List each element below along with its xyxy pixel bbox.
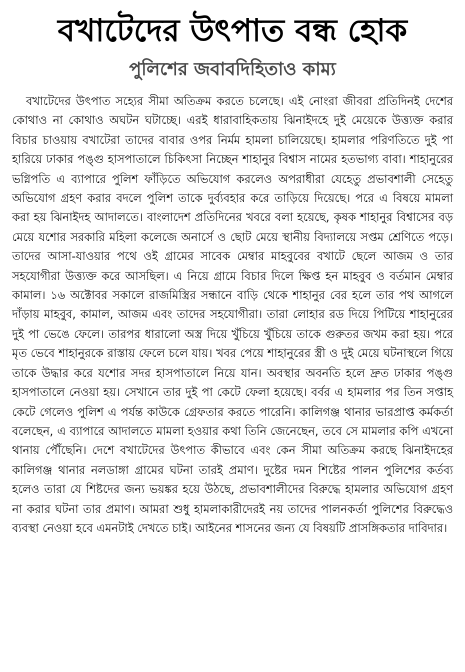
subheadline: পুলিশের জবাবদিহিতাও কাম্য — [129, 59, 336, 80]
headline: বখাটেদের উৎপাত বন্ধ হোক — [57, 13, 408, 49]
article-paragraph: বখাটেদের উৎপাত সহ্যের সীমা অতিক্রম করতে চলেছে। এই নোংরা জীবরা প্রতিদিনই দেশের কোথাও না কোথাও অঘটন ঘটাচ্ছে। এরই ধারাবাহিকতায় ঝিনাইদহে দুই মেয়েকে উত্ত্যক্ত করার বিচার চাওয়ায় বখাটেরা তাদের বাবার ওপর নির্মম হামলা চালিয়েছে। হামলার পরিণতিতে দুই পা হারিয়ে ঢাকার পঙ্গু হাসপাতালে চিকিৎসা নিচ্ছেন শাহানুর বিশ্বাস নামের হতভাগ্য বাবা। শাহানুরের ভগ্নিপতি এ ব্যাপারে পুলিশ ফাঁড়িতে অভিযোগ করলেও অপরাধীরা যেহেতু প্রভাবশালী সেহেতু অভিযোগ গ্রহণ করার বদলে পুলিশ তাকে দুর্ব্যবহার করে তাড়িয়ে দিয়েছে। পরে এ বিষয়ে মামলা করা হয় ঝিনাইদহ আদালতে। বাংলাদেশ প্রতিদিনের খবরে বলা হয়েছে, কৃষক শাহানুর বিশ্বাসের বড় মেয়ে যশোর সরকারি মহিলা কলেজে অনার্সে ও ছোট মেয়ে স্থানীয় বিদ্যালয়ে সপ্তম শ্রেণিতে পড়ে। তাদের আসা-যাওয়ার পথে ওই গ্রামের সাবেক মেম্বার মাহবুবের বখাটে ছেলে আজম ও তার সহযোগীরা উত্ত্যক্ত করে আসছিল। এ নিয়ে গ্রামে বিচার দিলে ক্ষিপ্ত হন মাহবুব ও বর্তমান মেম্বার কামাল। ১৬ অক্টোবর সকালে রাজমিস্ত্রির সন্ধানে বাড়ি থেকে শাহানুর বের হলে তার পথ আগলে দাঁড়ায় মাহবুব, কামাল, আজম এবং তাদের সহযোগীরা। তারা লোহার রড দিয়ে পিটিয়ে শাহানুরের দুই পা ভেঙে ফেলে। তারপর ধারালো অস্ত্র দিয়ে খুঁচিয়ে খুঁচিয়ে তাকে গুরুতর জখম করা হয়। পরে মৃত ভেবে শাহানুরকে রাস্তায় ফেলে চলে যায়। খবর পেয়ে শাহানুরের স্ত্রী ও দুই মেয়ে ঘটনাস্থলে গিয়ে তাকে উদ্ধার করে যশোর সদর হাসপাতালে নিয়ে যান। অবস্থার অবনতি হলে দ্রুত ঢাকার পঙ্গু হাসপাতালে নেওয়া হয়। সেখানে তার দুই পা কেটে ফেলা হয়েছে। বর্বর এ হামলার পর তিন সপ্তাহ কেটে গেলেও পুলিশ এ পর্যন্ত কাউকে গ্রেফতার করতে পারেনি। কালিগঞ্জ থানার ভারপ্রাপ্ত কর্মকর্তা বলেছেন, এ ব্যাপারে আদালতে মামলা হওয়ার কথা তিনি জেনেছেন, তবে সে মামলার কপি এখনো থানায় পৌঁছেনি। দেশে বখাটেদের উৎপাত কীভাবে এবং কেন সীমা অতিক্রম করছে ঝিনাইদহের কালিগঞ্জ থানার নলডাঙ্গা গ্রামের ঘটনা তারই প্রমাণ। দুষ্টের দমন শিষ্টের পালন পুলিশের কর্তব্য হলেও তারা যে শিষ্টদের জন্য ভয়ঙ্কর হয়ে উঠছে, প্রভাবশালীদের বিরুদ্ধে হামলার অভিযোগ গ্রহণ না করার ঘটনা তার প্রমাণ। আমরা শুধু হামলাকারীদেরই নয় তাদের পালনকর্তা পুলিশের বিরুদ্ধেও ব্যবস্থা নেওয়া হবে এমনটাই দেখতে চাই। আইনের শাসনের জন্য যে বিষয়টি প্রাসঙ্গিকতার দাবিদার। — [12, 94, 453, 535]
article-body — [12, 92, 453, 538]
